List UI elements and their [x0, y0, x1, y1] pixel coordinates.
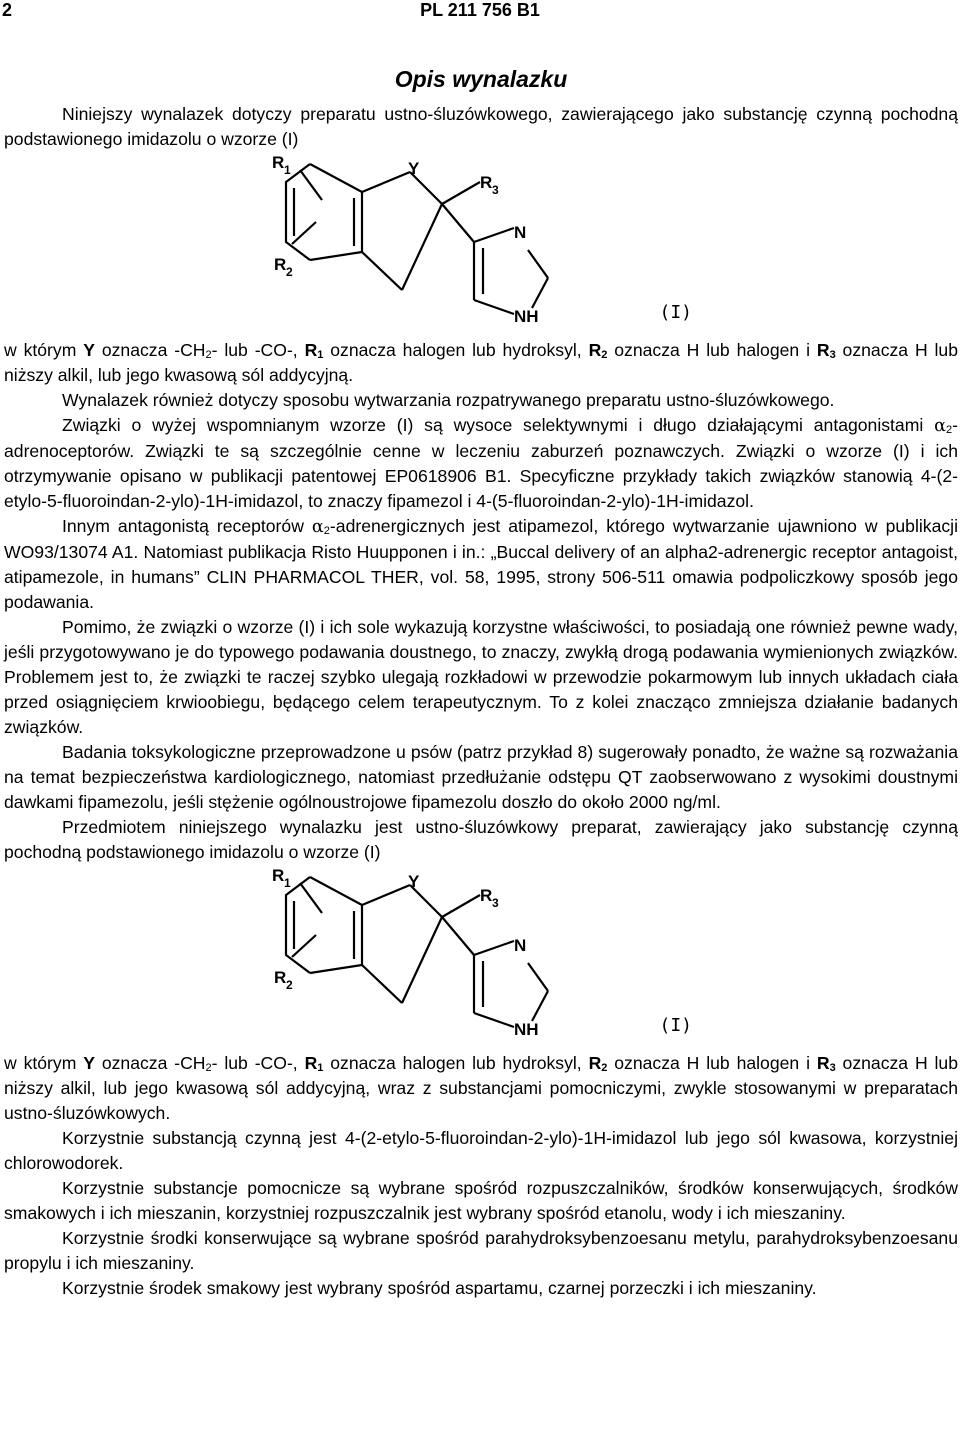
page-header [0, 0, 960, 24]
paragraph-intro: Niniejszy wynalazek dotyczy preparatu ustno-śluzówkowego, zawierającego jako substancję czynną pochodną podstawionego imidazolu o wzorze (I) [4, 104, 958, 149]
formula-atom-r2: R [274, 968, 287, 987]
formula-atom-r2-subscript: 2 [286, 265, 293, 279]
formula-atom-r1: R [272, 866, 285, 885]
formula-atom-r1: R [272, 153, 285, 172]
chemical-formula-1 [4, 152, 958, 338]
formula-atom-r2-subscript: 2 [286, 978, 293, 992]
paragraph-atipamezole: Innym antagonistą receptorów $\alpha_2$-adrenergicznych jest atipamezol, którego wytwarzanie ujawniono w publikacji WO93/13074 A1. Natomiast publikacja Risto Huupponen i in.: „Buccal delivery of an alpha2-adrenergic receptor antagoist, atipamezole, in humans” CLIN PHARMACOL THER, vol. 58, 1995, strony 506-511 omawia podpoliczkowy sposób jego podawania. [4, 516, 958, 612]
formula-atom-r3: R [480, 886, 493, 905]
formula-atom-n: N [514, 936, 527, 955]
formula-atom-n: N [514, 223, 527, 242]
formula-atom-r2: R [274, 255, 287, 274]
paragraph-problem: Pomimo, że związki o wzorze (I) i ich sole wykazują korzystne właściwości, to posiadają one również pewne wady, jeśli przygotowywano je do typowego podawania doustnego, to znaczy, zwykłą drogą podawania wymienionych związków. Problemem jest to, że związki te raczej szybko ulegają rozkładowi w przewodzie pokarmowym lub innych układach ciała przed osiągnięciem krwioobiegu, będącego celem terapeutycznym. To z kolei znacząco zmniejsza działanie badanych związków. [4, 617, 958, 737]
paragraph-flavouring: Korzystnie środek smakowy jest wybrany spośród aspartamu, czarnej porzeczki i ich mieszaniny. [62, 1278, 817, 1298]
paragraph-compounds: Związki o wyżej wspomnianym wzorze (I) są wysoce selektywnymi i długo działającymi antagonistami $\alpha_2$-adrenoceptorów. Związki te są szczególnie cenne w leczeniu zaburzeń poznawczych. Związki o wzorze (I) i ich otrzymywanie opisano w publikacji patentowej EP0618906 B1. Specyficzne przykłady takich związków stanowią 4-(2-etylo-5-fluoroindan-2-ylo)-1H-imidazol, to znaczy fipamezol i 4-(5-fluoroindan-2-ylo)-1H-imidazol. [4, 415, 958, 511]
paragraph-method: Wynalazek również dotyczy sposobu wytwarzania rozpatrywanego preparatu ustno-śluzówkowego. [62, 390, 835, 410]
formula-label: (I) [659, 302, 692, 323]
paragraph-definition-2: w którym Y oznacza $-CH_2-$ lub -CO-, $R_1$ oznacza halogen lub hydroksyl, $R_2$ oznacza H lub halogen i $R_3$ oznacza H lub niższy alkil, lub jego kwasową sól addycyjną, wraz z substancjami pomocniczymi, zwykle stosowanymi w preparatach ustno-śluzówkowych. [4, 1053, 958, 1123]
paragraph-excipients: Korzystnie substancje pomocnicze są wybrane spośród rozpuszczalników, środków konserwujących, środków smakowych i ich mieszanin, korzystniej rozpuszczalnik jest wybrany spośród etanolu, wody i ich mieszaniny. [4, 1178, 958, 1223]
formula-atom-r1-subscript: 1 [284, 876, 291, 890]
formula-atom-y: Y [408, 159, 420, 178]
formula-atom-r3-subscript: 3 [492, 896, 499, 910]
formula-atom-r3-subscript: 3 [492, 183, 499, 197]
paragraph-subject: Przedmiotem niniejszego wynalazku jest ustno-śluzówkowy preparat, zawierający jako substancję czynną pochodną podstawionego imidazolu o wzorze (I) [4, 817, 958, 862]
paragraph-toxicology: Badania toksykologiczne przeprowadzone u psów (patrz przykład 8) sugerowały ponadto, że ważne są rozważania na temat bezpieczeństwa kardiologicznego, natomiast przedłużanie odstępu QT zaobserwowano z wysokimi doustnymi dawkami fipamezolu, jeśli stężenie ogólnoustrojowe fipamezolu doszło do około 2000 ng/ml. [4, 742, 958, 812]
chemical-structure-diagram [270, 865, 700, 1051]
paragraph-preservatives: Korzystnie środki konserwujące są wybrane spośród parahydroksybenzoesanu metylu, parahydroksybenzoesanu propylu i ich mieszaniny. [4, 1228, 958, 1273]
paragraph-active-substance: Korzystnie substancją czynną jest 4-(2-etylo-5-fluoroindan-2-ylo)-1H-imidazol lub jego sól kwasowa, korzystniej chlorowodorek. [4, 1128, 958, 1173]
formula-atom-nh: NH [514, 307, 539, 326]
paragraph-definition-1: w którym Y oznacza $-CH_2-$ lub -CO-, $R_1$ oznacza halogen lub hydroksyl, $R_2$ oznacza H lub halogen i $R_3$ oznacza H lub niższy alkil, lub jego kwasową sól addycyjną. [4, 340, 958, 385]
formula-atom-r3: R [480, 173, 493, 192]
formula-atom-y: Y [408, 872, 420, 891]
chemical-structure-diagram [270, 152, 700, 338]
chemical-formula-2 [4, 865, 958, 1051]
formula-label: (I) [659, 1015, 692, 1036]
document-body [4, 62, 958, 1301]
formula-atom-r1-subscript: 1 [284, 163, 291, 177]
patent-number: PL 211 756 B1 [420, 0, 540, 20]
formula-atom-nh: NH [514, 1020, 539, 1039]
page-number: 2 [2, 0, 13, 20]
section-title: Opis wynalazku [394, 66, 568, 92]
